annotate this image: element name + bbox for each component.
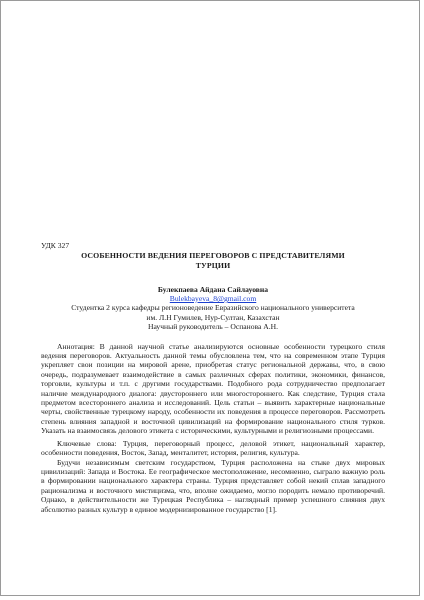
paper-title (41, 251, 385, 270)
paper-content (41, 241, 385, 514)
affiliation-city: им. Л.Н Гумилев, Нур-Султан, Казахстан (146, 312, 280, 322)
body-paragraph: Будучи независимым светским государством, Турция расположена на стыке двух мировых цивилизаций: Запада и Востока. Ее географическое местоположение, несомненно, сыграло важную роль в формировании национального характера страны. Турция представляет собой некий сплав западного рационализма и восточного мистицизма, что, вполне ожидаемо, могло породить немало противоречий. Однако, в действительности же Турецкая Республика – наглядный пример успешного слияния двух абсолютно разных культур в единое модернизированное государство [1]. (41, 457, 385, 514)
author-email[interactable]: Bulekbayeva_8@gmail.com (169, 294, 257, 303)
author-name: Булекпаева Айдана Сайлауовна (157, 284, 269, 294)
abstract: Аннотация: В данной научной статье анализируются основные особенности турецкого стиля ведения переговоров. Актуальность данной темы обусловлена тем, что на современном этапе Турция укрепляет свои позиции на мировой арене, приобретая статус региональной державы, что, в свою очередь, подразумевает взаимодействие в самых различных сферах политики, экономики, финансов, торговли, культуры и т.п. с другими государствами. Подобного рода сотрудничество предполагает наличие международного диалога: двустороннего или многостороннего. Как следствие, Турция стала предметом всестороннего анализа и исследований. Цель статьи – выявить характерные национальные черты, свойственные турецкому народу, особенности их поведения в процессе переговоров. Рассмотреть степень влияния западной и восточной цивилизаций на формирование национального стиля турков. Указать на взаимосвязь делового этикета с историческими, культурными и религиозными процессами. (41, 341, 385, 436)
supervisor: Научный руководитель – Оспанова А.Н. (147, 322, 279, 332)
affiliation: Студентка 2 курса кафедры регионоведение Евразийского национального университета (71, 303, 355, 313)
title-line: ОСОБЕННОСТИ ВЕДЕНИЯ ПЕРЕГОВОРОВ С ПРЕДСТАВИТЕЛЯМИ (81, 251, 345, 261)
keywords: Ключевые слова: Турция, переговорный процесс, деловой этикет, национальный характер, особенности поведения, Восток, Запад, менталитет, история, религия, культура. (41, 438, 385, 458)
title-line: ТУРЦИИ (195, 261, 231, 270)
udk-code: УДК 327 (41, 241, 70, 250)
